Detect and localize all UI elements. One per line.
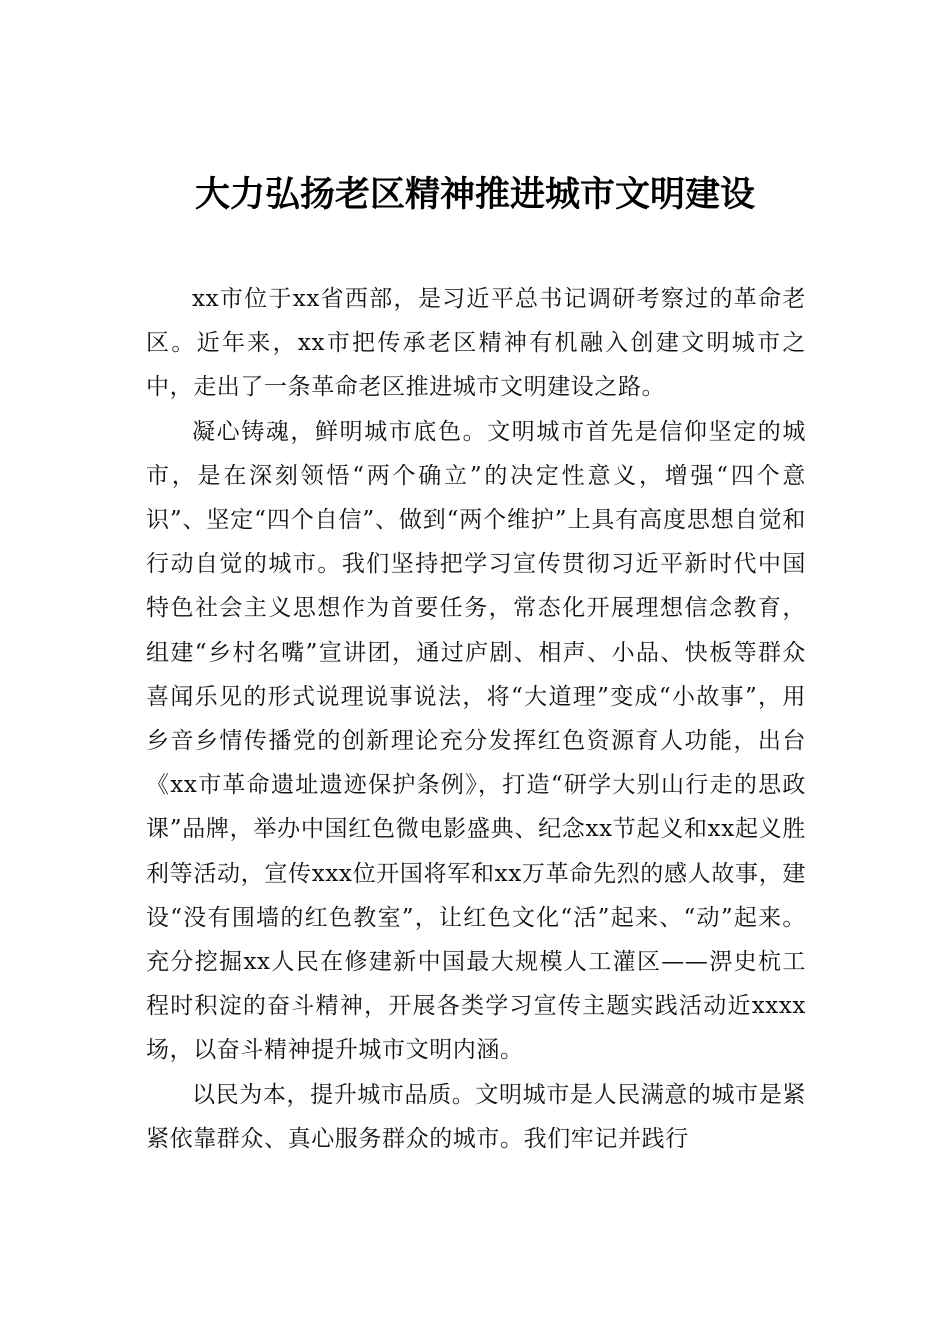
paragraph-intro: xx市位于xx省西部，是习近平总书记调研考察过的革命老区。近年来，xx市把传承老区精神有机融入创建文明城市之中，走出了一条革命老区推进城市文明建设之路。 bbox=[146, 286, 806, 401]
paragraph-soul: 凝心铸魂，鲜明城市底色。文明城市首先是信仰坚定的城市，是在深刻领悟“两个确立”的决定性意义，增强“四个意识”、坚定“四个自信”、做到“两个维护”上具有高度思想自觉和行动自觉的城市。我们坚持把学习宣传贯彻习近平新时代中国特色社会主义思想作为首要任务，常态化开展理想信念教育，组建“乡村名嘴”宣讲团，通过庐剧、相声、小品、快板等群众喜闻乐见的形式说理说事说法，将“大道理”变成“小故事”，用乡音乡情传播党的创新理论充分发挥红色资源育人功能，出台《xx市革命遗址遗迹保护条例》，打造“研学大别山行走的思政课”品牌，举办中国红色微电影盛典、纪念xx节起义和xx起义胜利等活动，宣传xxx位开国将军和xx万革命先烈的感人故事，建设“没有围墙的红色教室”，让红色文化“活”起来、“动”起来。充分挖掘xx人民在修建新中国最大规模人工灌区——淠史杭工程时积淀的奋斗精神，开展各类学习宣传主题实践活动近xxxx场，以奋斗精神提升城市文明内涵。 bbox=[146, 418, 806, 1064]
paragraph-people: 以民为本，提升城市品质。文明城市是人民满意的城市是紧紧依靠群众、真心服务群众的城市。我们牢记并践行 bbox=[146, 1081, 806, 1152]
document-body bbox=[146, 277, 806, 1161]
document-title: 大力弘扬老区精神推进城市文明建设 bbox=[194, 174, 755, 215]
